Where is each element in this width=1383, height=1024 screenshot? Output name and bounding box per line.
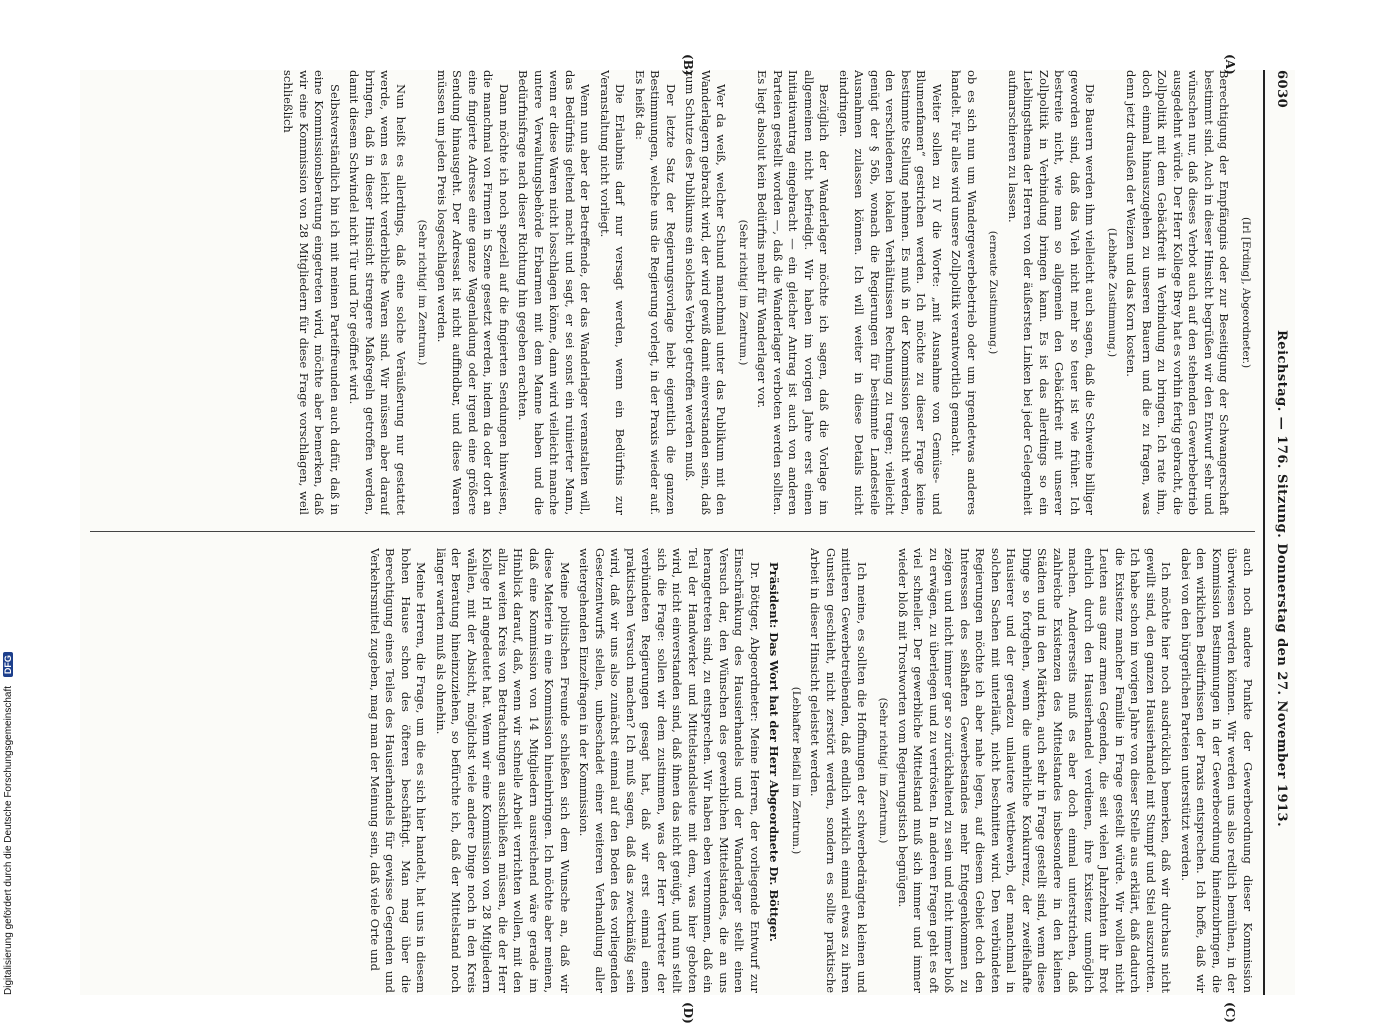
reaction: (Lebhafter Beifall im Zentrum.) — [790, 686, 802, 855]
credit-text: Digitalisierung gefördert durch die Deutsche Forschungsgemeinschaft — [3, 685, 14, 995]
paragraph: Der letzte Satz der Regierungsvorlage hebt eigentlich die ganzen Bestimmungen, welche uns die Regierung vorlegt, in der Praxis wieder auf. Es heißt da: — [633, 70, 678, 515]
dfg-logo-icon: DFG — [3, 652, 13, 677]
president-statement: Präsident: Das Wort hat der Herr Abgeordnete Dr. Böttger. — [767, 562, 782, 942]
paragraph: Weiter sollen zu IV die Worte: „mit Ausnahme von Gemüse- und Blumenfamen“ gestrichen werden. Ich möchte zu dieser Frage keine bestimmte Stellung nehmen. Es muß in der Kommission gesucht werden, den verschiedenen lokalen Verhältnissen Rechnung zu tragen; vielleicht genügt der § 56b, wonach die Regierungen für bestimmte Landesteile Ausnahmen zulassen können. Ich will weiter in diese Details nicht eindringen. — [837, 70, 944, 515]
quoted-paragraph: Die Erlaubnis darf nur versagt werden, wenn ein Bedürfnis zur Veranstaltung nicht vorliegt. — [598, 70, 628, 515]
left-column — [85, 70, 1255, 515]
margin-mark-d: (D) — [681, 1002, 695, 1024]
reaction: (Sehr richtig! im Zentrum.) — [877, 697, 890, 844]
paragraph: Meine politischen Freunde schließen sich dem Wunsche an, daß wir diese Materie in eine Kommission hineinbringen. Ich möchte aber meinen, daß eine Kommission von 14 Mitgliedern ausreichend wäre gerade im Hinblick darauf, daß, wenn wir schnelle Arbeit verrichten wollen, mit den allzu weiten Kreis von Betrachtungen ausschließen müssen, die der Herr Kollege Irl angedeutet hat. Wenn wir eine Kommission von 28 Mitgliedern wählen, mit der Absicht, möglichst viele andere Dinge noch in den Kreis der Beratung hineinzuziehen, so befürchte ich, daß der Mittelstand noch länger warten muß als ohnehin. — [434, 548, 572, 993]
paragraph: Dann möchte ich noch speziell auf die fingierten Sendungen hinweisen, die manchmal von Firmen in Szene gesetzt werden, indem da oder dort an eine fingierte Adresse eine ganze Wagenladung oder irgend eine größere Sendung hinausgeht. Der Adressat ist nicht auffindbar, und diese Waren müssen um jeden Preis losgeschlagen werden. — [435, 70, 511, 515]
paragraph: Bezüglich der Wanderlager möchte ich sagen, daß die Vorlage im allgemeinen nicht befriedigt. Wir haben im vorigen Jahre erst einen Initiativantrag eingebracht — ein gleicher Antrag ist auch von anderen Parteien gestellt worden —, daß die Wanderlager verboten werden sollten. Es liegt absolut kein Bedürfnis mehr für Wanderlager vor. — [755, 70, 832, 515]
paragraph: Wenn nun aber der Betreffende, der das Wanderlager veranstalten will, das Bedürfnis geltend macht und sagt, er sei sonst ein ruinierter Mann, wenn er diese Waren nicht losschlagen könne, dann wird vielleicht manche untere Verwaltungsbehörde Erbarmen mit dem Manne haben und die Bedürfnisfrage nach dieser Richtung hin gegeben erachten. — [516, 70, 593, 515]
reaction: (Lebhafte Zustimmung.) — [1106, 227, 1118, 358]
paragraph: Selbstverständlich bin ich mit meinen Parteifreunden auch dafür, daß in eine Kommissionsberatung eingetreten wird, möchte aber bemerken, daß wir eine Kommission von 28 Mitgliedern für diese Frage vorschlagen, weil schließlich — [281, 70, 342, 515]
paragraph: Ich möchte hier noch ausdrücklich bemerken, daß wir durchaus nicht gewillt sind, den ganzen Hausierhandel mit Stumpf und Stiel auszurotten. Ich habe schon im vorigen Jahre von dieser Stelle aus erklärt, daß dadurch die Existenz mancher Familie in Frage gestellt würde. Wir wollen nicht Leuten aus ganz armen Gegenden, die seit vielen Jahrzehnten ihr Brot ehrlich durch den Hausierhandel verdienen, ihre Existenz unmöglich machen. Andererseits muß es aber doch einmal unterstrichen, daß zahlreiche Existenzen des Mittelstandes insbesondere in den kleinen Städten und in den Märkten, auch sehr in Frage gestellt sind, wenn diese Dinge so fortgehen, wenn die unehrliche Konkurrenz, der zweifelhafte Hausierer und der geradezu unlautere Wettbewerb, der manchmal in solchen Sachen mit unterläuft, nicht beschnitten wird. Den verbündeten Regierungen möchte ich aber nahe legen, auf diesem Gebiet doch den Interessen des seßhaften Gewerbestandes mehr Entgegenkommen zu zeigen und nicht immer gar so zurückhaltend zu sein und nicht immer bloß zu erwägen, zu überlegen und zu vertrösten. In anderen Fragen geht es oft viel schneller. Der gewerbliche Mittelstand muß sich immer und immer wieder bloß mit Trostworten vom Regierungstisch begnügen. — [896, 548, 1174, 993]
column-rule — [90, 531, 1255, 532]
paragraph: Dr. Böttger, Abgeordneter: Meine Herren, der vorliegende Entwurf zur Einschränkung des Hausierhandels und der Wanderlager stellt einen Versuch dar, den Wünschen des gewerblichen Mittelstandes, die an uns herangetreten sind, zu entsprechen. Wir haben eben vernommen, daß ein Teil der Handwerker und Mittelstandsleute mit dem, was hier geboten wird, nicht einverstanden sind, daß ihnen das nicht genügt, und nun stellt sich die Frage: sollen wir dem zustimmen, was der Herr Vertreter der verbündeten Regierungen gesagt hat, daß wir erst einmal einen praktischen Versuch machen? Ich muß sagen, daß das zweckmäßig sein wird, daß wir uns also zunächst einmal auf den Boden des vorliegenden Gesetzentwurfs stellen, unbeschadet einer weiteren Verhandlung aller weitergehenden Einzelfragen in der Kommission. — [577, 548, 762, 993]
paragraph: Berechtigung der Empfängnis oder zur Beseitigung der Schwangerschaft bestimmt sind. Auch in dieser Hinsicht begrüßen wir den Entwurf sehr und wünschen nur, daß dieses Verbot auch auf den stehenden Gewerbebetrieb ausgedehnt würde. Der Herr Kollege Brey hat es vorhin fertig gebracht, die Zollpolitik mit dem Gebäckfreit in Verbindung zu bringen. Ich rate ihm, doch einmal hinauszugehen zu unseren Bauern und die zu fragen, was denn jetzt draußen der Weizen und das Korn kosten. — [1124, 70, 1232, 515]
margin-mark-b: (B) — [681, 54, 695, 76]
paragraph: Wer da weiß, welcher Schund manchmal unter das Publikum mit den Wanderlagern gebracht wird, der wird gewiß damit einverstanden sein, daß zum Schutze des Publikums ein solches Verbot getroffen werden muß. — [683, 70, 729, 515]
reaction: (erneute Zustimmung.) — [987, 230, 1000, 355]
page-title: Reichstag. — 176. Sitzung. Donnerstag den 27. November 1913. — [1274, 330, 1289, 828]
paragraph: auch noch andere Punkte der Gewerbeordnung dieser Kommission überwiesen werden können. Wir werden uns also redlich bemühen, in der Kommission Bestimmungen in der Gewerbeordnung hineinzubringen, die den wirklichen Bedürfnissen der Praxis entsprechen. Ich hoffe, daß wir dabei von den bürgerlichen Parteien unterstützt werden. — [1179, 548, 1255, 993]
margin-mark-a: (A) — [1223, 54, 1237, 75]
page-number: 6030 — [1274, 70, 1289, 109]
digitization-credit — [3, 595, 14, 995]
paragraph: Ich meine, es sollten die Hoffnungen der schwerbedrängten kleinen und mittleren Gewerbetreibenden, daß endlich wirklich einmal etwas zu ihren Gunsten geschieht, nicht zerstört werden, sondern es sollte praktische Arbeit in dieser Hinsicht geleistet werden. — [808, 548, 869, 993]
speaker-reference: (Irl [Erding], Abgeordneter.) — [1240, 216, 1252, 369]
margin-mark-c: (C) — [1223, 1002, 1237, 1023]
paragraph: Nun heißt es allerdings, daß eine solche Veräußerung nur gestattet werde, wenn es leicht verderbliche Waren sind. Wir müssen aber darauf bringen, daß in dieser Hinsicht strengere Maßregeln getroffen werden, damit diesem Schwindel nicht Tür und Tor geöffnet wird. — [347, 70, 408, 515]
paragraph: Die Bauern werden ihm vielleicht auch sagen, daß die Schweine billiger geworden sind, daß das Vieh nicht mehr so teuer ist wie früher. Ich bestreite nicht, wie man so allgemein den Gebäckfreit mit unserer Zollpolitik in Verbindung bringen kann. Es ist das allerdings so ein Lieblingsthema der Herren von der äußersten Linken bei jeder Gelegenheit aufmarschieren zu lassen. — [1006, 70, 1098, 515]
reaction: (Sehr richtig! im Zentrum.) — [416, 219, 429, 366]
header-rule — [1263, 70, 1265, 995]
newspaper-page — [80, 54, 1295, 1024]
right-column — [85, 548, 1255, 993]
reaction: (Sehr richtig! im Zentrum.) — [737, 219, 749, 366]
paragraph: ob es sich nun um Wandergewerbebetrieb oder um irgendetwas anderes handelt. Für alles wird unsere Zollpolitik verantwortlich gemacht. — [949, 70, 979, 515]
paragraph: Meine Herren, die Frage, um die es sich hier handelt, hat uns in diesem hohen Hause schon des öfteren beschäftigt. Man mag über die Berechtigung eines Teiles des Hausierhandels für gewisse Gegenden und Verkehrsmittel zugeben, mag man der Meinung sein, daß viele Orte und — [368, 548, 429, 993]
page-header — [1267, 70, 1295, 995]
